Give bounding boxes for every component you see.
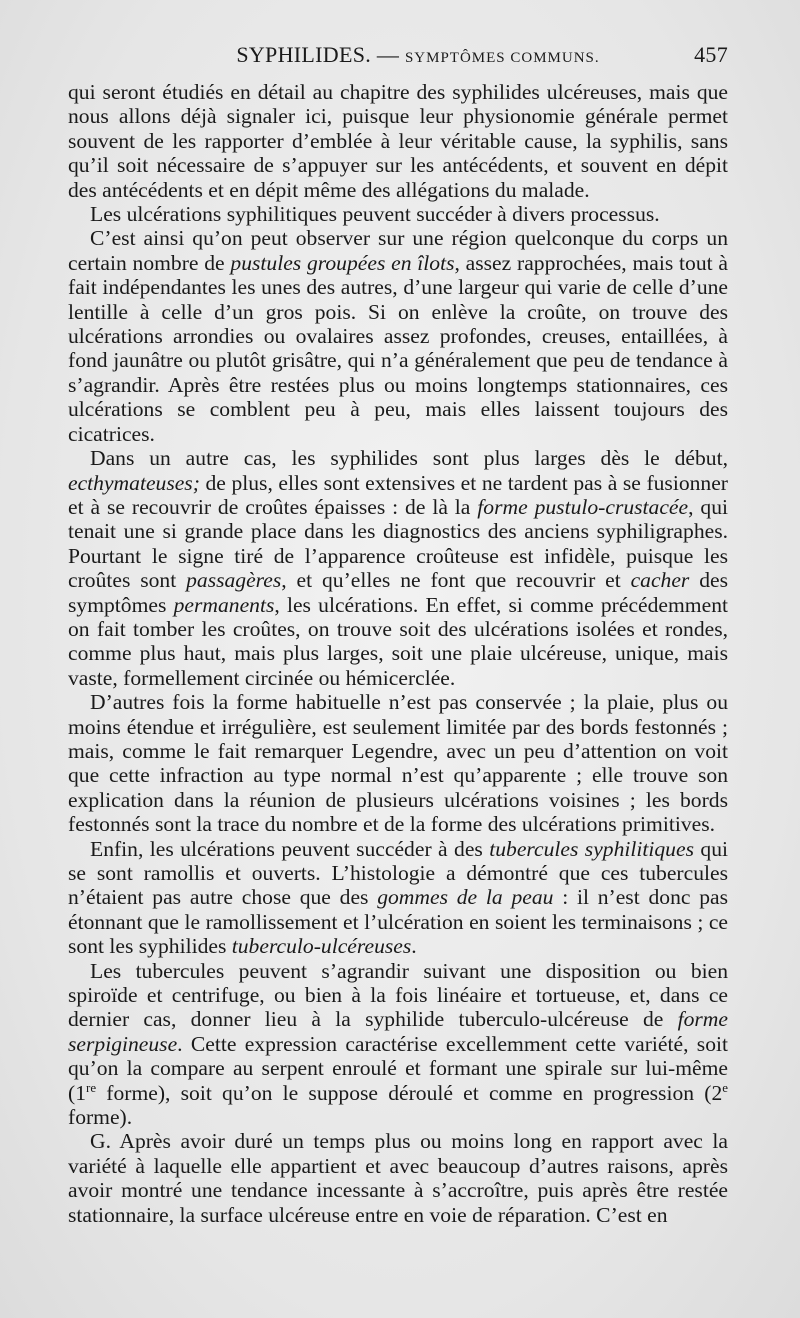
text-run: , les ulcérations. En effet, si comme précédemment on fait tomber les croûtes, on trouve soit des ulcérations isolées et rondes, comme plus haut, mais plus larges, soit une plaie ulcéreuse, unique, mais vaste, formellement circinée ou hémicerclée. bbox=[68, 592, 728, 690]
text-run: qui se sont ramollis et ouverts. L’histologie a démontré que ces tubercules n’étaient pas autre chose que des bbox=[68, 836, 728, 910]
running-title bbox=[68, 42, 728, 68]
ordinal-superscript: e bbox=[722, 1079, 728, 1095]
body-text bbox=[68, 80, 728, 1227]
paragraph bbox=[68, 80, 728, 202]
paragraph bbox=[68, 446, 728, 690]
italic-term: pustules groupées en îlots bbox=[230, 250, 455, 275]
italic-term: forme serpigineuse bbox=[68, 1007, 728, 1056]
paragraph bbox=[68, 226, 728, 446]
italic-term: permanents bbox=[173, 592, 275, 617]
text-run: . Cette expression caractérise excellemment cette variété, soit qu’on la compare au serpent enroulé et formant une spirale sur lui-même (1 bbox=[68, 1031, 728, 1105]
page-number: 457 bbox=[694, 42, 728, 67]
running-title-section: SYMPTÔMES COMMUNS. bbox=[404, 50, 600, 66]
italic-term: forme pustulo-crustacée bbox=[477, 494, 689, 519]
running-title-main: SYPHILIDES. — bbox=[236, 42, 405, 67]
paragraph bbox=[68, 690, 728, 836]
text-run: Dans un autre cas, les syphilides sont plus larges dès le début, bbox=[90, 446, 728, 471]
text-run: . bbox=[411, 934, 417, 959]
italic-term: gommes de la peau bbox=[377, 885, 554, 910]
text-run: forme), soit qu’on le suppose déroulé et comme en progression (2 bbox=[96, 1080, 723, 1105]
text-run: , qui tenait une si grande place dans les diagnostics des anciens syphiligraphes. Pourtant le signe tiré de l’apparence croûteuse est infidèle, puisque les croûtes sont bbox=[68, 494, 729, 593]
text-run: des symptômes bbox=[68, 568, 728, 617]
italic-term: tuberculo-ulcéreuses bbox=[231, 934, 412, 959]
italic-term: tubercules syphilitiques bbox=[489, 836, 694, 861]
running-head bbox=[68, 42, 728, 72]
text-run: : il n’est donc pas étonnant que le ramollissement et l’ulcération en soient les terminaisons ; ce sont les syphilides bbox=[68, 885, 728, 959]
text-run: Les tubercules peuvent s’agrandir suivant une disposition ou bien spiroïde et centrifuge, ou bien à la fois linéaire et tortueuse, et, dans ce dernier cas, donner lieu à la syphilide tuberculo-ulcéreuse de bbox=[68, 958, 728, 1032]
italic-term: cacher bbox=[630, 568, 690, 593]
text-run: Enfin, les ulcérations peuvent succéder à des bbox=[90, 836, 490, 861]
paragraph bbox=[68, 202, 728, 226]
text-run: Les ulcérations syphilitiques peuvent succéder à divers processus. bbox=[90, 202, 660, 227]
text-run: de plus, elles sont extensives et ne tardent pas à se fusionner et à se recouvrir de croûtes épaisses : de là la bbox=[68, 470, 728, 519]
italic-term: passagères bbox=[186, 568, 282, 593]
text-run: , et qu’elles ne font que recouvrir et bbox=[281, 568, 631, 593]
text-run: qui seront étudiés en détail au chapitre des syphilides ulcéreuses, mais que nous allons déjà signaler ici, puisque leur physionomie générale permet souvent de les rapporter d’emblée à leur véritable cause, la syphilis, sans qu’il soit nécessaire de s’appuyer sur les antécédents, et souvent en dépit des antécédents et en dépit même des allégations du malade. bbox=[68, 80, 728, 202]
text-run: forme). bbox=[68, 1105, 133, 1130]
ordinal-superscript: re bbox=[86, 1079, 97, 1095]
italic-term: ecthymateuses; bbox=[68, 470, 200, 495]
paragraph bbox=[68, 959, 728, 1130]
text-run: G. Après avoir duré un temps plus ou moins long en rapport avec la variété à laquelle elle appartient et avec beaucoup d’autres raisons, après avoir montré une tendance incessante à s’accroître, puis après être restée stationnaire, la surface ulcéreuse entre en voie de réparation. C’est en bbox=[68, 1129, 728, 1227]
paragraph bbox=[68, 837, 728, 959]
paragraph bbox=[68, 1129, 728, 1227]
text-run: , assez rapprochées, mais tout à fait indépendantes les unes des autres, d’une largeur qui varie de celle d’une lentille à celle d’un gros pois. Si on enlève la croûte, on trouve des ulcérations arrondies ou ovalaires assez profondes, creuses, entaillées, à fond jaunâtre ou plutôt grisâtre, qui n’a généralement que peu de tendance à s’agrandir. Après être restées plus ou moins longtemps stationnaires, ces ulcérations se comblent peu à peu, mais elles laissent toujours des cicatrices. bbox=[68, 250, 729, 446]
text-run: C’est ainsi qu’on peut observer sur une région quelconque du corps un certain nombre de bbox=[68, 226, 728, 275]
text-run: D’autres fois la forme habituelle n’est pas conservée ; la plaie, plus ou moins étendue et irrégulière, est seulement limitée par des bords festonnés ; mais, comme le fait remarquer Legendre, avec un peu d’attention on voit que cette infraction au type normal n’est qu’apparente ; elle trouve son explication dans la réunion de plusieurs ulcérations voisines ; les bords festonnés sont la trace du nombre et de la forme des ulcérations primitives. bbox=[68, 690, 728, 837]
